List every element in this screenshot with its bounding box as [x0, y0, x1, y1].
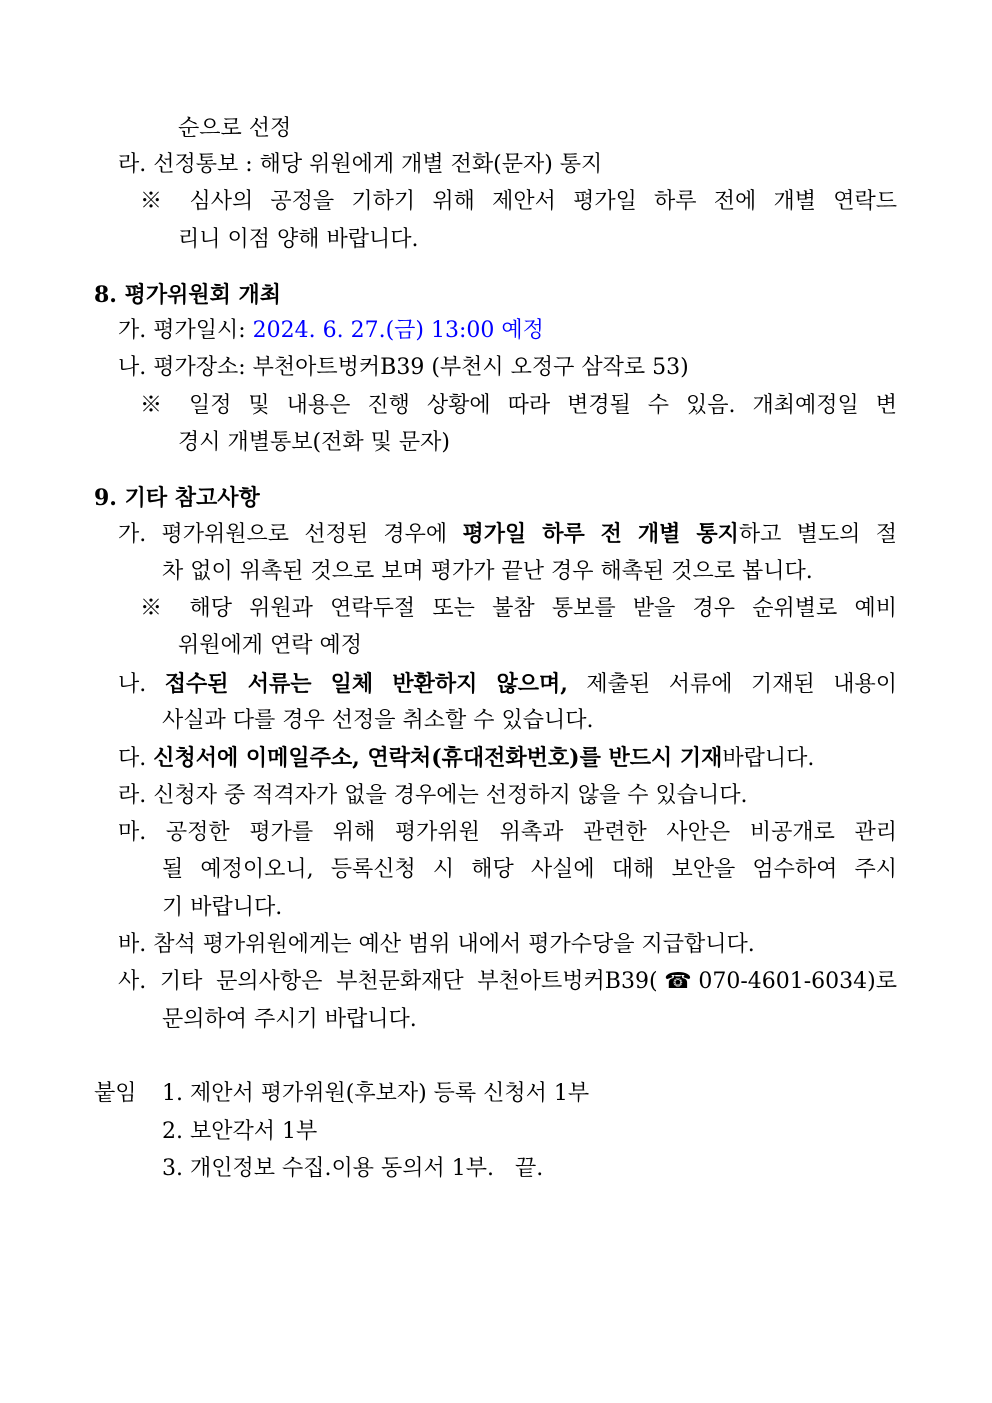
item-ga-note-line-2: 위원에게 연락 예정 [178, 633, 363, 658]
item-na-text: 제출된 서류에 기재된 내용이 [567, 672, 897, 697]
attachment-item-1: 1. 제안서 평가위원(후보자) 등록 신청서 1부 [162, 1081, 590, 1106]
item-ba: 바. 참석 평가위원에게는 예산 범위 내에서 평가수당을 지급합니다. [118, 932, 755, 957]
selection-note-line-1: ※ 심사의 공정을 기하기 위해 제안서 평가일 하루 전에 개별 연락드 [140, 189, 897, 214]
item-ra: 라. 신청자 중 적격자가 없을 경우에는 선정하지 않을 수 있습니다. [118, 783, 748, 808]
item-na-bold: 접수된 서류는 일체 반환하지 않으며, [164, 671, 568, 697]
eval-location-item: 나. 평가장소: 부천아트벙커B39 (부천시 오정구 삼작로 53) [118, 355, 689, 380]
item-ma-line-3: 기 바랍니다. [162, 895, 283, 920]
eval-datetime-label: 가. 평가일시: [118, 318, 253, 343]
attachments-label: 붙임 [94, 1081, 137, 1106]
schedule-note-line-1: ※ 일정 및 내용은 진행 상황에 따라 변경될 수 있음. 개최예정일 변 [140, 393, 897, 418]
selection-continuation: 순으로 선정 [178, 116, 292, 141]
item-ma-line-1: 마. 공정한 평가를 위해 평가위원 위촉과 관련한 사안은 비공개로 관리 [118, 820, 897, 845]
item-na-line-2: 사실과 다를 경우 선정을 취소할 수 있습니다. [162, 708, 594, 733]
eval-datetime-item [118, 316, 544, 346]
item-da-prefix: 다. [118, 746, 154, 771]
selection-note-line-2: 리니 이점 양해 바랍니다. [178, 227, 419, 252]
item-ga-bold: 평가일 하루 전 개별 통지 [462, 521, 739, 547]
attachment-item-3: 3. 개인정보 수집.이용 동의서 1부. 끝. [162, 1156, 544, 1181]
item-ga-text-c: 하고 별도의 절 [738, 522, 897, 547]
attachment-item-2: 2. 보안각서 1부 [162, 1119, 318, 1144]
item-sa-line-1: 사. 기타 문의사항은 부천문화재단 부천아트벙커B39(☎070-4601-6034)로 [118, 969, 897, 994]
item-da-bold: 신청서에 이메일주소, 연락처(휴대전화번호)를 반드시 기재 [153, 745, 723, 771]
section-8-title: 8. 평가위원회 개최 [94, 282, 282, 308]
item-sa-line-2: 문의하여 주시기 바랍니다. [162, 1007, 417, 1032]
item-da-text: 바랍니다. [722, 746, 815, 771]
item-ga-line-2: 차 없이 위촉된 것으로 보며 평가가 끝난 경우 해촉된 것으로 봅니다. [162, 559, 813, 584]
item-da [118, 743, 814, 774]
item-na-line-1 [118, 669, 897, 700]
selection-notice-item: 라. 선정통보 : 해당 위원에게 개별 전화(문자) 통지 [118, 152, 603, 177]
item-ga-note-line-1: ※ 해당 위원과 연락두절 또는 불참 통보를 받을 경우 순위별로 예비 [140, 596, 897, 621]
eval-datetime-value: 2024. 6. 27.(금) 13:00 예정 [252, 318, 544, 343]
schedule-note-line-2: 경시 개별통보(전화 및 문자) [178, 430, 450, 455]
section-9-title: 9. 기타 참고사항 [94, 485, 260, 511]
item-na-prefix: 나. [118, 672, 165, 697]
item-ga-text-a: 가. 평가위원으로 선정된 경우에 [118, 522, 463, 547]
item-ga-line-1 [118, 519, 897, 550]
item-ma-line-2: 될 예정이오니, 등록신청 시 해당 사실에 대해 보안을 엄수하여 주시 [162, 857, 897, 882]
